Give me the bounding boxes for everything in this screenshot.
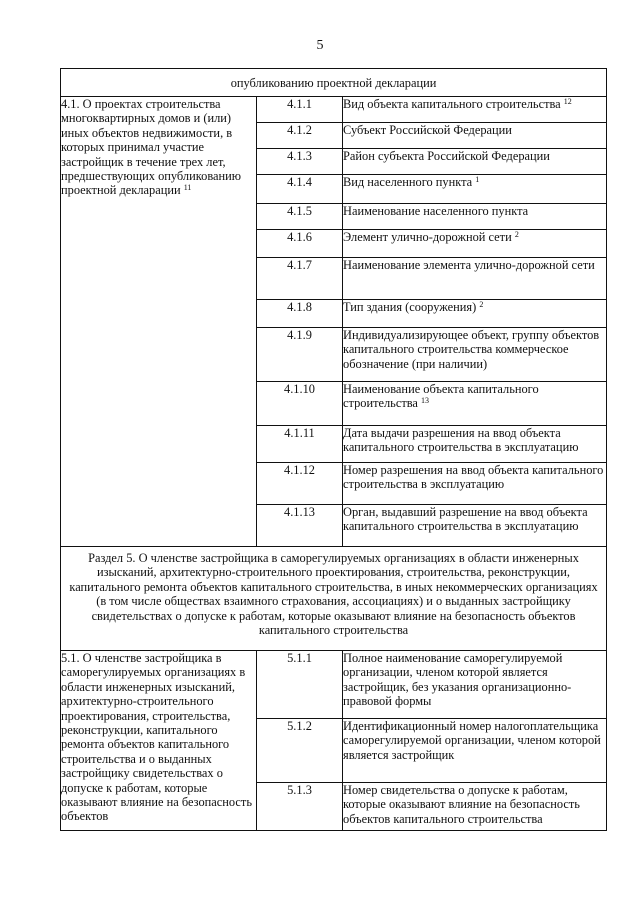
item-number: 5.1.3	[257, 783, 343, 831]
item-number: 4.1.13	[257, 505, 343, 547]
item-name	[343, 204, 607, 230]
item-name	[343, 97, 607, 123]
item-name	[343, 382, 607, 426]
item-name	[343, 149, 607, 175]
item-name	[343, 505, 607, 547]
item-number: 4.1.11	[257, 426, 343, 463]
section-4-1-topic	[61, 97, 257, 547]
footnote-ref: 2	[514, 230, 519, 239]
item-name	[343, 123, 607, 149]
item-name	[343, 463, 607, 505]
item-number: 4.1.1	[257, 97, 343, 123]
item-number: 4.1.7	[257, 258, 343, 300]
item-name	[343, 175, 607, 204]
item-number: 4.1.3	[257, 149, 343, 175]
footnote-ref: 12	[563, 97, 572, 106]
item-number: 5.1.2	[257, 719, 343, 783]
item-name-text: Наименование объекта капитального строительства	[343, 382, 539, 411]
table-row	[61, 651, 607, 719]
section-4-1-topic-text: 4.1. О проектах строительства многоквартирных домов и (или) иных объектов недвижимости, в которых принимал участие застройщик в течение трех лет, предшествующих опубликованию проектной декларации	[61, 97, 242, 198]
item-name-text: Субъект Российской Федерации	[343, 123, 512, 137]
item-name: Идентификационный номер налогоплательщика саморегулируемой организации, членом которой является застройщик	[343, 719, 607, 783]
item-name: Номер свидетельства о допуске к работам, которые оказывают влияние на безопасность объектов капитального строительства	[343, 783, 607, 831]
footnote-ref: 11	[183, 183, 192, 193]
item-name	[343, 230, 607, 258]
item-number: 4.1.6	[257, 230, 343, 258]
item-name-text: Орган, выдавший разрешение на ввод объекта капитального строительства в эксплуатацию	[343, 505, 588, 534]
page-number: 5	[316, 38, 324, 53]
item-number: 5.1.1	[257, 651, 343, 719]
item-name	[343, 258, 607, 300]
item-name-text: Индивидуализирующее объект, группу объектов капитального строительства коммерческое обозначение (при наличии)	[343, 328, 600, 371]
item-number: 4.1.4	[257, 175, 343, 204]
table-row	[61, 97, 607, 123]
declaration-form-table	[60, 68, 607, 831]
header-row-text: опубликованию проектной декларации	[61, 69, 607, 97]
item-name-text: Элемент улично-дорожной сети	[343, 230, 512, 244]
header-row	[61, 69, 607, 97]
section-5-header-row	[61, 547, 607, 651]
footnote-ref: 1	[475, 175, 480, 184]
item-name-text: Вид объекта капитального строительства	[343, 97, 561, 111]
section-5-1-topic: 5.1. О членстве застройщика в саморегулируемых организациях в области инженерных изысканий, архитектурно-строительного проектирования, строительства, реконструкции, капитального ремонта объектов капитального строительства и о выданных застройщику свидетельствах о допуске к работам, которые оказывают влияние на безопасность объектов	[61, 651, 257, 831]
item-number: 4.1.10	[257, 382, 343, 426]
item-name	[343, 328, 607, 382]
item-name-text: Наименование населенного пункта	[343, 204, 529, 218]
item-number: 4.1.12	[257, 463, 343, 505]
item-number: 4.1.9	[257, 328, 343, 382]
item-name-text: Наименование элемента улично-дорожной сети	[343, 258, 595, 272]
item-name	[343, 300, 607, 328]
footnote-ref: 2	[479, 300, 484, 309]
item-name-text: Вид населенного пункта	[343, 175, 473, 189]
item-number: 4.1.8	[257, 300, 343, 328]
item-name-text: Район субъекта Российской Федерации	[343, 149, 550, 163]
item-number: 4.1.5	[257, 204, 343, 230]
item-name-text: Номер разрешения на ввод объекта капитального строительства в эксплуатацию	[343, 463, 604, 492]
footnote-ref: 13	[421, 396, 430, 406]
item-number: 4.1.2	[257, 123, 343, 149]
section-5-header: Раздел 5. О членстве застройщика в саморегулируемых организациях в области инженерных изысканий, архитектурно-строительного проектирования, строительства, реконструкции, капитального ремонта объектов капитального строительства, в иных некоммерческих организациях (в том числе обществах взаимного страхования, ассоциациях) и о выданных застройщику свидетельствах о допуске к работам, которые оказывают влияние на безопасность объектов капитального строительства	[61, 547, 607, 651]
item-name	[343, 426, 607, 463]
item-name-text: Дата выдачи разрешения на ввод объекта капитального строительства в эксплуатацию	[343, 426, 579, 455]
item-name-text: Тип здания (сооружения)	[343, 300, 477, 314]
item-name: Полное наименование саморегулируемой организации, членом которой является застройщик, без указания организационно-правовой формы	[343, 651, 607, 719]
